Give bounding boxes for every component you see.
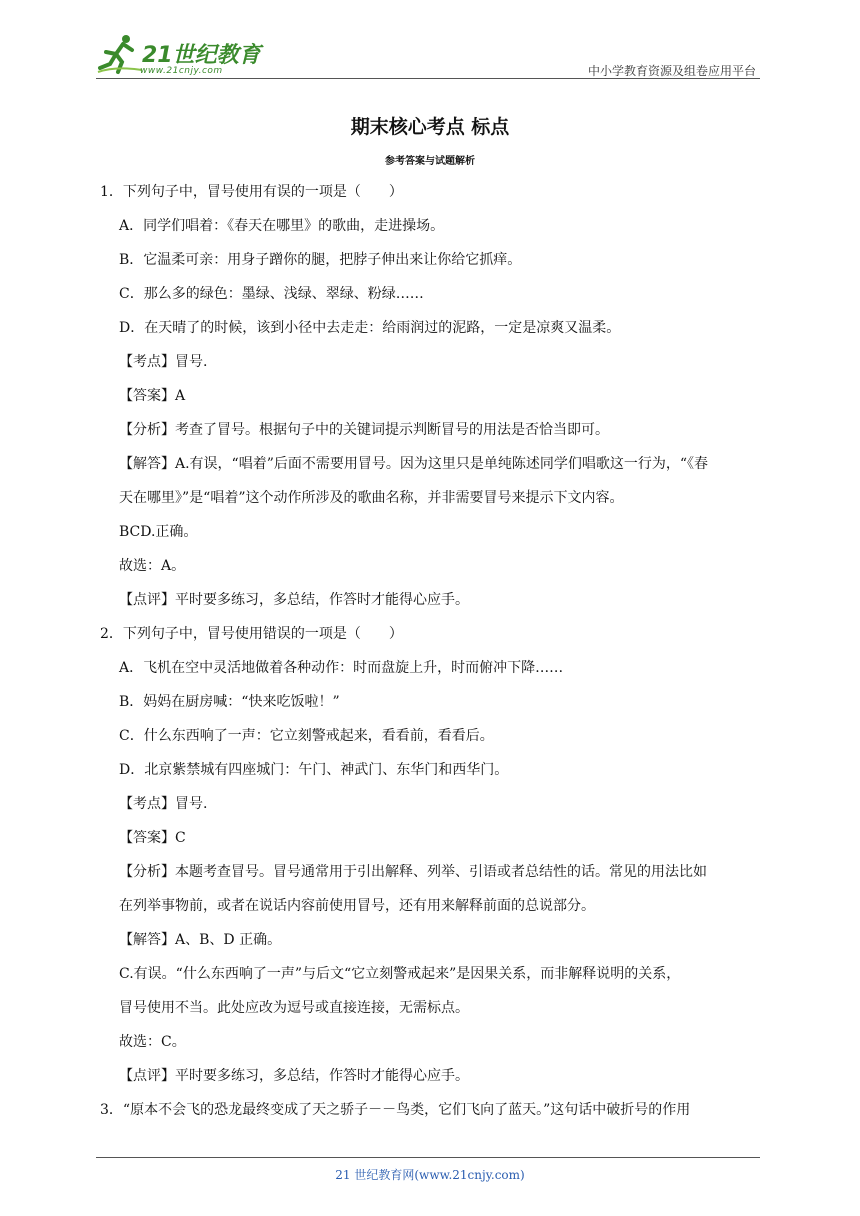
q2-kaodian: 【考点】冒号. bbox=[119, 796, 208, 812]
q1-solution-line1: 【解答】A.有误，“唱着”后面不需要用冒号。因为这里只是单纯陈述同学们唱歌这一行为，“《春 bbox=[119, 456, 709, 472]
q2-c-explain-line1: C.有误。“什么东西响了一声”与后文“它立刻警戒起来”是因果关系，而非解释说明的关系， bbox=[119, 966, 681, 982]
q1-option-b: B．它温柔可亲：用身子蹭你的腿，把脖子伸出来让你给它抓痒。 bbox=[119, 252, 522, 268]
q1-option-c: C．那么多的绿色：墨绿、浅绿、翠绿、粉绿…… bbox=[119, 286, 424, 302]
header-platform-text: 中小学教育资源及组卷应用平台 bbox=[587, 64, 756, 78]
q1-stem: 1．下列句子中，冒号使用有误的一项是（ ） bbox=[100, 184, 403, 200]
q1-bcd-correct: BCD.正确。 bbox=[119, 524, 198, 540]
header-divider bbox=[96, 78, 760, 79]
logo-url: www.21cnjy.com bbox=[140, 66, 223, 76]
q2-option-b: B．妈妈在厨房喊：“快来吃饭啦！” bbox=[119, 694, 340, 710]
logo bbox=[96, 30, 266, 78]
q1-kaodian: 【考点】冒号. bbox=[119, 354, 208, 370]
q2-solution: 【解答】A、B、D 正确。 bbox=[119, 932, 282, 948]
q2-stem: 2．下列句子中，冒号使用错误的一项是（ ） bbox=[100, 626, 403, 642]
page-footer: 21 世纪教育网(www.21cnjy.com) bbox=[335, 1168, 525, 1182]
runner-logo-icon bbox=[96, 32, 144, 76]
q1-solution-line2: 天在哪里》”是“唱着”这个动作所涉及的歌曲名称，并非需要冒号来提示下文内容。 bbox=[119, 490, 624, 506]
q1-option-d: D．在天晴了的时候，该到小径中去走走：给雨润过的泥路，一定是凉爽又温柔。 bbox=[119, 320, 621, 336]
q1-option-a: A．同学们唱着：《春天在哪里》的歌曲，走进操场。 bbox=[119, 218, 445, 234]
q1-choice: 故选：A。 bbox=[119, 558, 186, 574]
q2-analysis-line2: 在列举事物前，或者在说话内容前使用冒号，还有用来解释前面的总说部分。 bbox=[119, 898, 595, 914]
q2-comment: 【点评】平时要多练习，多总结，作答时才能得心应手。 bbox=[119, 1068, 469, 1084]
q2-option-a: A．飞机在空中灵活地做着各种动作：时而盘旋上升，时而俯冲下降…… bbox=[119, 660, 564, 676]
q2-analysis-line1: 【分析】本题考查冒号。冒号通常用于引出解释、列举、引语或者总结性的话。常见的用法比如 bbox=[119, 864, 707, 880]
logo-text: 21世纪教育 bbox=[142, 43, 261, 68]
q1-answer: 【答案】A bbox=[119, 388, 186, 404]
page-subtitle: 参考答案与试题解析 bbox=[385, 156, 475, 167]
page-title: 期末核心考点 标点 bbox=[350, 116, 510, 138]
footer-divider bbox=[96, 1157, 760, 1158]
q2-option-d: D．北京紫禁城有四座城门：午门、神武门、东华门和西华门。 bbox=[119, 762, 509, 778]
q2-answer: 【答案】C bbox=[119, 830, 186, 846]
q2-choice: 故选：C。 bbox=[119, 1034, 186, 1050]
q1-comment: 【点评】平时要多练习，多总结，作答时才能得心应手。 bbox=[119, 592, 469, 608]
page-header bbox=[96, 30, 760, 80]
q3-stem: 3．“原本不会飞的恐龙最终变成了天之骄子－－鸟类，它们飞向了蓝天。”这句话中破折号的作用 bbox=[100, 1102, 691, 1118]
q2-option-c: C．什么东西响了一声：它立刻警戒起来，看看前，看看后。 bbox=[119, 728, 494, 744]
q1-analysis: 【分析】考查了冒号。根据句子中的关键词提示判断冒号的用法是否恰当即可。 bbox=[119, 422, 609, 438]
q2-c-explain-line2: 冒号使用不当。此处应改为逗号或直接连接，无需标点。 bbox=[119, 1000, 469, 1016]
